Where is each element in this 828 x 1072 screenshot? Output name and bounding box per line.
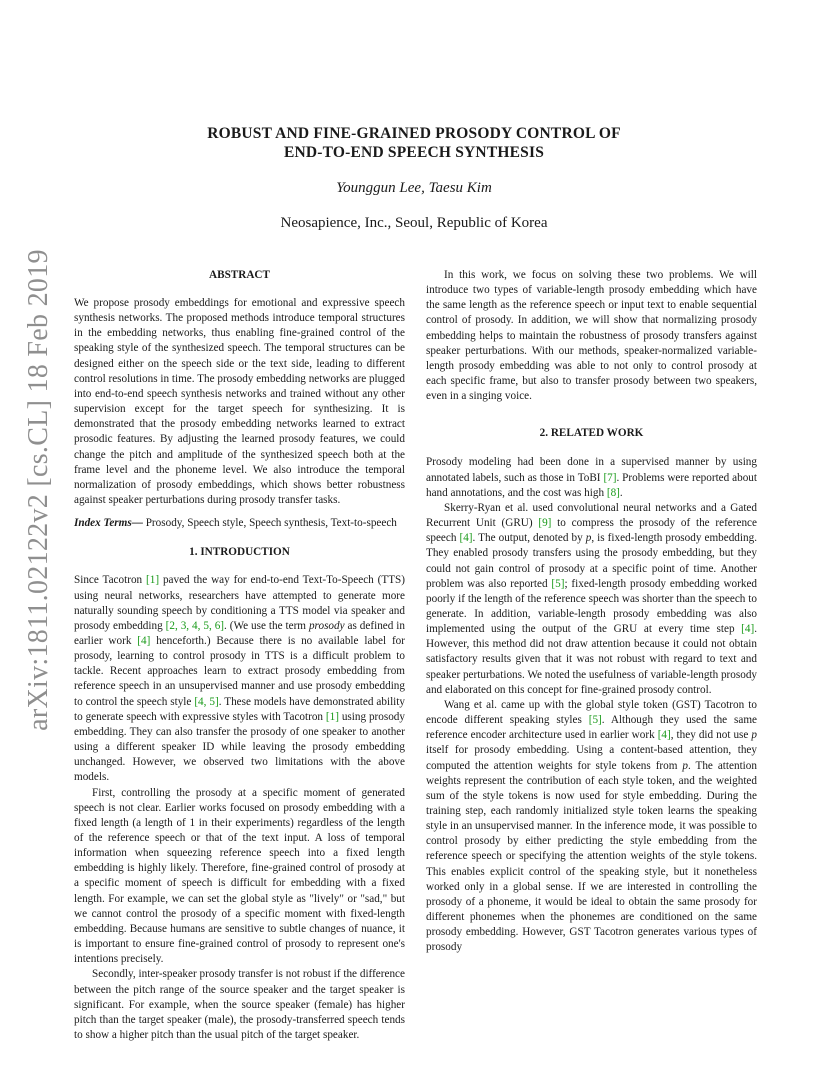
section-related-work-heading: 2. RELATED WORK xyxy=(539,427,644,440)
affiliation: Neosapience, Inc., Seoul, Republic of Korea xyxy=(280,215,548,231)
title-line-2: END-TO-END SPEECH SYNTHESIS xyxy=(283,144,545,161)
related-work-paragraph-1: Prosody modeling had been done in a supervised manner by using annotated labels, such as those in ToBI [7]. Problems were reported about hand annotations, and the cost was high [8]. xyxy=(426,456,757,499)
index-terms-label: Index Terms— xyxy=(74,517,143,530)
math-variable-p: p xyxy=(682,759,688,772)
citation-link[interactable]: [2, 3, 4, 5, 6] xyxy=(165,619,225,632)
intro-paragraph-1: Since Tacotron [1] paved the way for end-to-end Text-To-Speech (TTS) using neural networks, researchers have attempted to generate more naturally sounding speech by conditioning a TTS model via speaker and prosody embedding [2, 3, 4, 5, 6]. (We use the term prosody as defined in earlier work [4] henceforth.) Because there is no available label for prosody, learning to control prosody in TTS is a difficult problem to tackle. Recent approaches learn to extract prosody embedding from reference speech in an unsupervised manner and use prosody embedding to control the speech style [4, 5]. These models have demonstrated ability to generate speech with expressive styles with Tacotron [1] using prosody embedding. They can also transfer the prosody of one speaker to another using a different speaker ID while leaving the prosody embedding unchanged. However, we observed two limitations with the above models. xyxy=(74,574,405,784)
citation-link[interactable]: [4, 5] xyxy=(194,695,219,708)
authors: Younggun Lee, Taesu Kim xyxy=(336,180,492,196)
paper-title xyxy=(0,124,828,162)
arxiv-identifier: arXiv:1811.02122v2 [cs.CL] 18 Feb 2019 xyxy=(23,249,54,731)
abstract-text: We propose prosody embeddings for emotional and expressive speech synthesis networks. The proposed methods introduce temporal structures in the embedding networks, thus enabling fine-grained control of the speaking style of the synthesized speech. The temporal structures can be designed either on the speech side or the text side, leading to different control resolutions in time. The prosody embedding networks are plugged into end-to-end speech synthesis networks and trained without any other supervision except for the target speech for synthesizing. It is demonstrated that the prosody embedding networks learned to extract prosodic features. By adjusting the learned prosody features, we could change the pitch and amplitude of the synthesized speech both at the frame level and the phoneme level. We also introduce the temporal normalization of prosody embeddings, which shows better robustness against speaker perturbations during prosody transfer tasks. xyxy=(74,297,406,507)
title-line-1: ROBUST AND FINE-GRAINED PROSODY CONTROL OF xyxy=(207,125,621,142)
citation-link[interactable]: [9] xyxy=(538,517,552,530)
citation-link[interactable]: [4] xyxy=(459,532,473,545)
citation-link[interactable]: [4] xyxy=(741,623,755,636)
left-column xyxy=(74,268,405,1043)
citation-link[interactable]: [8] xyxy=(606,486,620,499)
intro-paragraph-3: Secondly, inter-speaker prosody transfer is not robust if the difference between the pitch range of the source speaker and the target speaker is significant. For example, when the source speaker (female) has higher pitch than the target speaker (male), the prosody-transferred speech tends to show a higher pitch than the usual pitch of the target speaker. xyxy=(74,968,405,1042)
related-work-paragraph-3: Wang et al. came up with the global style token (GST) Tacotron to encode different speaking styles [5]. Although they used the same reference encoder architecture used in earlier work [4], they did not use p itself for prosody embedding. Using a content-based attention, they computed the attention weights for style tokens from p. The attention weights represent the contribution of each style token, and the weighted sum of the style tokens is now used for style embedding. During the training step, each randomly initialized style token learns the speaking style in an unsupervised manner. In the inference mode, it was possible to control prosody by either predicting the style embedding from the reference speech or specifying the attention weights of the style tokens. This enables explicit control of the speaking style, but it nonetheless worked only in a global sense. If we are interested in controlling the prosody of a phoneme, it would be ideal to obtain the same prosody for different phonemes when the phonemes are conditioned on the same prosody embedding. However, GST Tacotron generates various types of prosody xyxy=(426,698,757,954)
citation-link[interactable]: [1] xyxy=(325,710,339,723)
arxiv-stamp xyxy=(18,249,60,731)
section-introduction-heading: 1. INTRODUCTION xyxy=(189,546,290,559)
intro-paragraph-2: First, controlling the prosody at a specific moment of generated speech is not clear. Earlier works focused on prosody embedding with a fixed length (a length of 1 in their experiments) regardless of the length of the reference speech or that of the text input. A loss of temporal information when squeezing reference speech into a fixed length embedding is highly likely. Therefore, fine-grained control of prosody at a specific moment of speech is difficult for embedding with a fixed length. For example, we can set the global style as "lively" or "sad," but we cannot control the prosody of a specific moment with fixed-length embedding. Because humans are sensitive to subtle changes of nuance, it is important to ensure fine-grained control of prosody to represent one's intentions precisely. xyxy=(74,786,405,966)
citation-link[interactable]: [5] xyxy=(588,714,602,727)
citation-link[interactable]: [7] xyxy=(603,471,617,484)
intro-paragraph-4: In this work, we focus on solving these two problems. We will introduce two types of variable-length prosody embedding which have the same length as the reference speech or input text to enable sequential control of prosody. In addition, we will show that normalizing prosody embedding helps to maintain the robustness of prosody transfers against speaker perturbations. With our methods, speaker-normalized variable-length prosody embedding was able to not only to control prosody at each specific frame, but also to transfer prosody between two speakers, even in a singing voice. xyxy=(426,269,757,403)
index-terms xyxy=(74,516,405,531)
citation-link[interactable]: [4] xyxy=(657,729,671,742)
citation-link[interactable]: [1] xyxy=(146,574,160,587)
math-variable-p: p xyxy=(751,729,757,742)
right-column xyxy=(426,268,757,956)
related-work-paragraph-2: Skerry-Ryan et al. used convolutional neural networks and a Gated Recurrent Unit (GRU) [9] to compress the prosody of the reference speech [4]. The output, denoted by p, is fixed-length prosody embedding. They enabled prosody transfers using the prosody embedding, but they could not gain control of prosody at a specific point of time. Another problem was also reported [5]; fixed-length prosody embedding worked poorly if the length of the reference speech was shorter than the speech to generate. In addition, variable-length prosody embedding was also implemented using the output of the GRU at every time step [4]. However, this method did not draw attention because it could not obtain satisfactory results given that it was not robust with regard to text and speaker perturbations. We noted the usefulness of variable-length prosody and elaborated on this concept for fine-grained prosody control. xyxy=(426,501,758,696)
index-terms-text: Prosody, Speech style, Speech synthesis, Text-to-speech xyxy=(142,517,397,530)
abstract-heading: ABSTRACT xyxy=(209,269,270,281)
citation-link[interactable]: [4] xyxy=(137,634,151,647)
math-variable-p: p xyxy=(585,532,592,545)
citation-link[interactable]: [5] xyxy=(551,577,565,590)
